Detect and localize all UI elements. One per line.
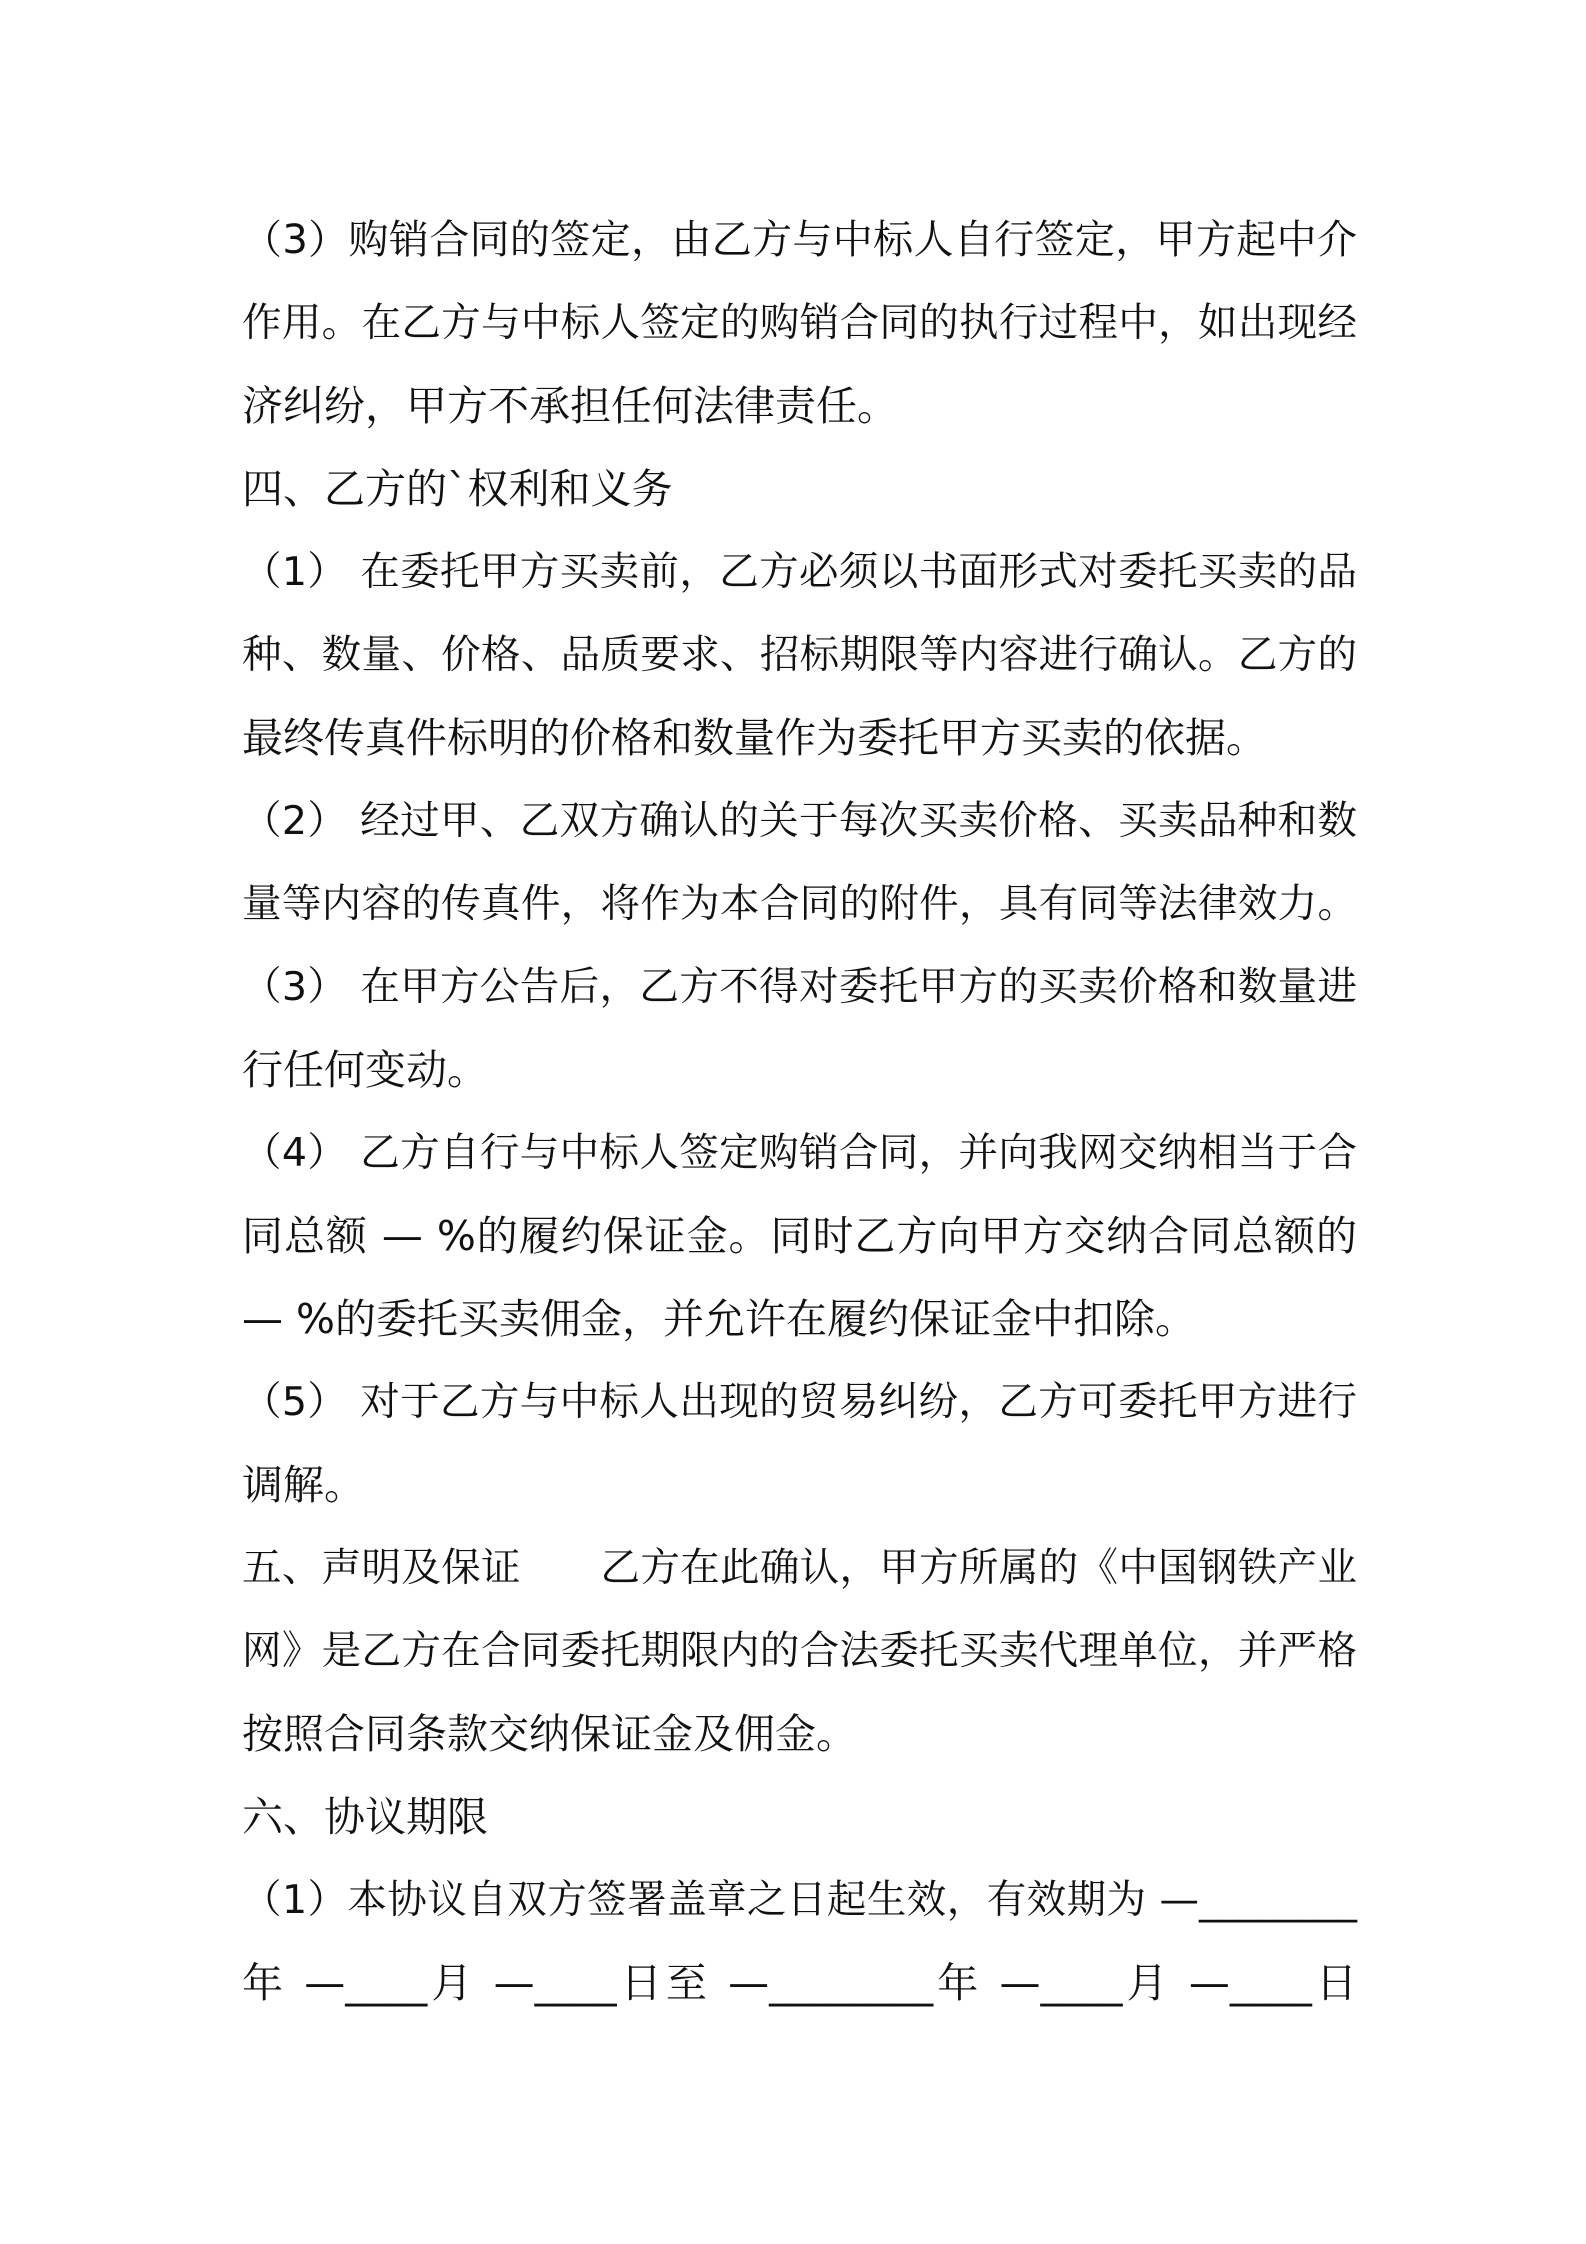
paragraph-line: — %的委托买卖佣金，并允许在履约保证金中扣除。: [242, 1295, 1196, 1343]
paragraph-line: 调解。: [242, 1461, 365, 1509]
paragraph-line: （1） 在委托甲方买卖前，乙方必须以书面形式对委托买卖的品: [242, 549, 1357, 595]
document-page: [242, 199, 1357, 2025]
paragraph-line: 网》是乙方在合同委托期限内的合法委托买卖代理单位，并严格: [242, 1628, 1357, 1674]
paragraph-line: 最终传真件标明的价格和数量作为委托甲方买卖的依据。: [242, 714, 1267, 762]
paragraph-line: （1）本协议自双方签署盖章之日起生效，有效期为 —________: [242, 1877, 1357, 1923]
paragraph-line: （3） 在甲方公告后，乙方不得对委托甲方的买卖价格和数量进: [242, 964, 1357, 1010]
paragraph-line: 同总额 — %的履约保证金。同时乙方向甲方交纳合同总额的: [242, 1212, 1357, 1260]
paragraph-line: 作用。在乙方与中标人签定的购销合同的执行过程中，如出现经: [242, 300, 1357, 346]
paragraph-line: 济纠纷，甲方不承担任何法律责任。: [242, 382, 898, 430]
paragraph-line: 行任何变动。: [242, 1046, 488, 1094]
paragraph-line: 种、数量、价格、品质要求、招标期限等内容进行确认。乙方的: [242, 632, 1357, 678]
paragraph-line: （3）购销合同的签定，由乙方与中标人自行签定，甲方起中介: [242, 217, 1357, 263]
paragraph-line: （2） 经过甲、乙双方确认的关于每次买卖价格、买卖品种和数: [242, 798, 1357, 844]
paragraph-line: 按照合同条款交纳保证金及佣金。: [242, 1710, 857, 1758]
section-heading: 四、乙方的`权利和义务: [242, 465, 673, 513]
paragraph-line: 量等内容的传真件，将作为本合同的附件，具有同等法律效力。: [242, 881, 1357, 927]
section-heading: 六、协议期限: [242, 1793, 488, 1841]
paragraph-line: （4） 乙方自行与中标人签定购销合同，并向我网交纳相当于合: [242, 1130, 1357, 1176]
paragraph-line: 年 —____月 —____日至 —________年 —____月 —____日: [242, 1959, 1357, 2007]
section-heading: 五、声明及保证 乙方在此确认，甲方所属的《中国钢铁产业: [242, 1545, 1357, 1591]
paragraph-line: （5） 对于乙方与中标人出现的贸易纠纷，乙方可委托甲方进行: [242, 1379, 1357, 1425]
